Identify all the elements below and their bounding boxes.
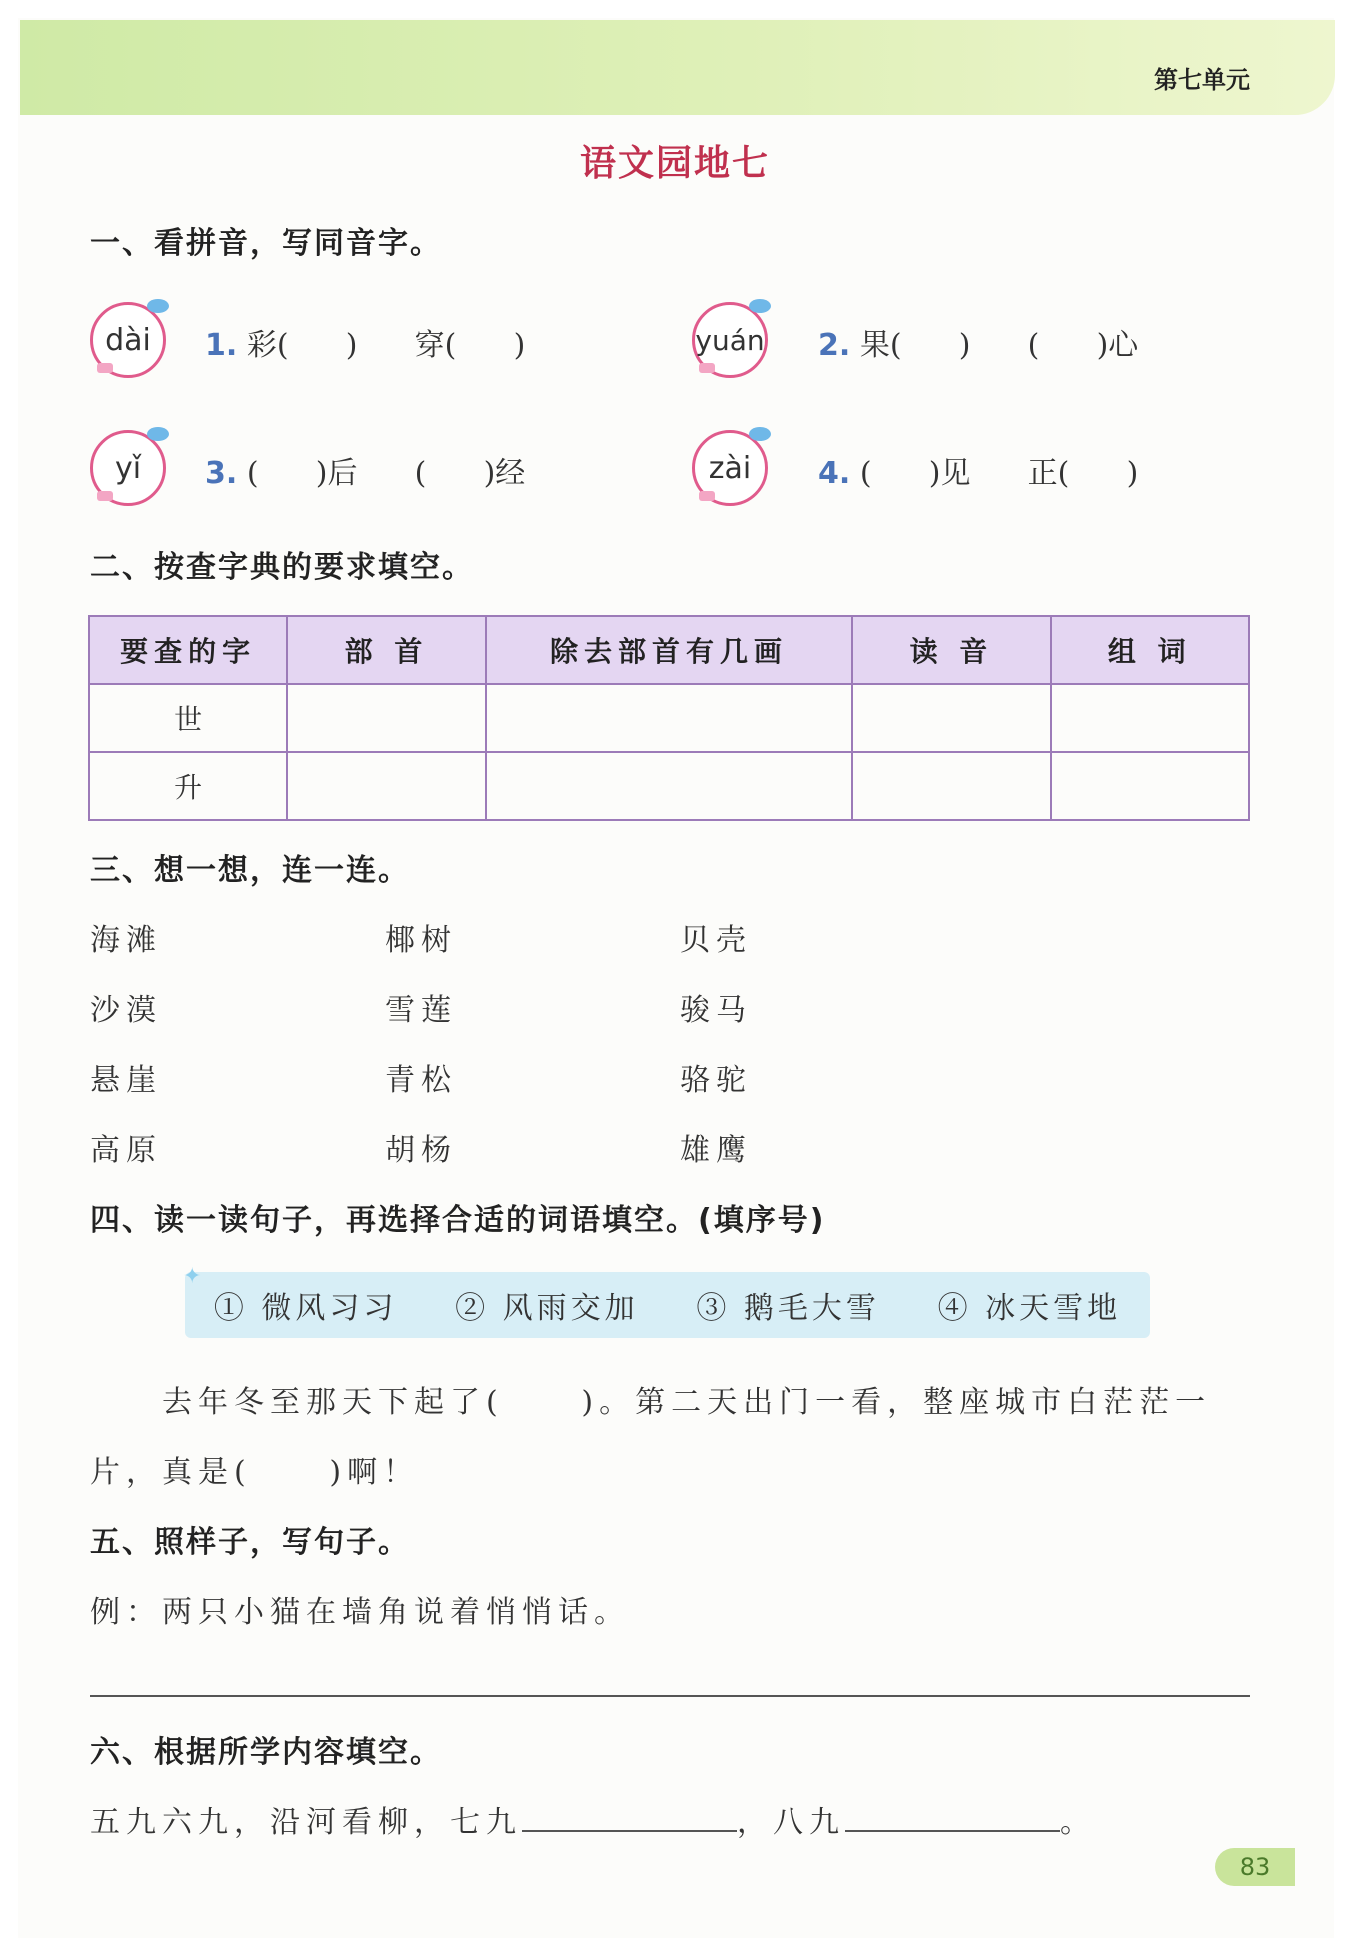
pinyin-bubble-3 xyxy=(90,430,166,506)
item-number: 2. xyxy=(818,328,851,363)
pinyin-text: zài xyxy=(708,450,752,486)
options-box xyxy=(183,1264,1150,1338)
page-number: 83 xyxy=(1215,1848,1295,1886)
section-5-heading: 五、照样子，写句子。 xyxy=(90,1525,410,1560)
table-header: 除去部首有几画 xyxy=(486,616,853,684)
fill-text: 。 xyxy=(1060,1805,1096,1840)
bird-icon xyxy=(749,299,771,313)
match-word[interactable]: 雪莲 xyxy=(385,993,457,1028)
page-background xyxy=(18,18,1334,1938)
fill-sentence xyxy=(90,1797,1096,1841)
item-number: 3. xyxy=(205,456,238,491)
table-cell: 升 xyxy=(89,752,287,820)
table-cell-blank[interactable] xyxy=(852,684,1050,752)
example-sentence: 例：两只小猫在墙角说着悄悄话。 xyxy=(90,1595,630,1630)
option: ① 微风习习 xyxy=(213,1291,398,1326)
table-header: 部 首 xyxy=(287,616,485,684)
table-row xyxy=(89,752,1249,820)
dictionary-table xyxy=(88,615,1250,821)
match-word[interactable]: 雄鹰 xyxy=(680,1133,752,1168)
pinyin-item-1 xyxy=(205,320,525,364)
sentence-line-1: 去年冬至那天下起了( )。第二天出门一看，整座城市白茫茫一 xyxy=(162,1385,1212,1420)
item-number: 1. xyxy=(205,328,238,363)
option: ② 风雨交加 xyxy=(455,1291,639,1326)
fill-blank[interactable] xyxy=(522,1804,737,1832)
table-cell-blank[interactable] xyxy=(852,752,1050,820)
bird-icon xyxy=(147,299,169,313)
table-row xyxy=(89,684,1249,752)
table-cell-blank[interactable] xyxy=(1051,684,1249,752)
sparkle-icon: ✦ xyxy=(183,1264,206,1289)
pinyin-text: yuán xyxy=(695,323,765,357)
pinyin-text: yǐ xyxy=(114,450,142,486)
pinyin-bubble-4 xyxy=(692,430,768,506)
bow-icon xyxy=(97,363,113,373)
option: ④ 冰天雪地 xyxy=(937,1291,1122,1326)
match-word[interactable]: 胡杨 xyxy=(385,1133,457,1168)
item-text: ( )后 ( )经 xyxy=(237,456,526,491)
match-word[interactable]: 高原 xyxy=(90,1133,162,1168)
pinyin-bubble-2 xyxy=(692,302,768,378)
bow-icon xyxy=(699,491,715,501)
section-6-heading: 六、根据所学内容填空。 xyxy=(90,1735,442,1770)
pinyin-item-2 xyxy=(818,320,1138,364)
item-text: 果( ) ( )心 xyxy=(850,328,1139,363)
table-cell-blank[interactable] xyxy=(287,684,485,752)
pinyin-text: dài xyxy=(105,322,151,358)
item-text: ( )见 正( ) xyxy=(850,456,1139,491)
item-number: 4. xyxy=(818,456,851,491)
fill-text: ，八九 xyxy=(737,1805,845,1840)
table-header: 要查的字 xyxy=(89,616,287,684)
item-text: 彩( ) 穿( ) xyxy=(237,328,526,363)
option: ③ 鹅毛大雪 xyxy=(696,1291,880,1326)
table-header: 读 音 xyxy=(852,616,1050,684)
answer-line[interactable] xyxy=(90,1695,1250,1697)
match-word[interactable]: 青松 xyxy=(385,1063,457,1098)
section-3-heading: 三、想一想，连一连。 xyxy=(90,853,410,888)
fill-blank[interactable] xyxy=(845,1804,1060,1832)
pinyin-item-3 xyxy=(205,448,525,492)
section-4-heading: 四、读一读句子，再选择合适的词语填空。(填序号) xyxy=(90,1203,826,1238)
table-cell-blank[interactable] xyxy=(486,684,853,752)
table-cell-blank[interactable] xyxy=(486,752,853,820)
table-header-row xyxy=(89,616,1249,684)
match-word[interactable]: 骏马 xyxy=(680,993,752,1028)
table-cell-blank[interactable] xyxy=(1051,752,1249,820)
match-word[interactable]: 海滩 xyxy=(90,923,162,958)
table-cell: 世 xyxy=(89,684,287,752)
match-word[interactable]: 悬崖 xyxy=(90,1063,162,1098)
match-word[interactable]: 沙漠 xyxy=(90,993,162,1028)
section-2-heading: 二、按查字典的要求填空。 xyxy=(90,550,474,585)
bird-icon xyxy=(147,427,169,441)
match-word[interactable]: 贝壳 xyxy=(680,923,752,958)
unit-label: 第七单元 xyxy=(1154,66,1250,94)
pinyin-item-4 xyxy=(818,448,1138,492)
fill-text: 五九六九，沿河看柳，七九 xyxy=(90,1805,522,1840)
bow-icon xyxy=(97,491,113,501)
pinyin-bubble-1 xyxy=(90,302,166,378)
match-word[interactable]: 椰树 xyxy=(385,923,457,958)
section-1-heading: 一、看拼音，写同音字。 xyxy=(90,226,442,261)
table-header: 组 词 xyxy=(1051,616,1249,684)
match-word[interactable]: 骆驼 xyxy=(680,1063,752,1098)
bow-icon xyxy=(699,363,715,373)
sentence-line-2: 片，真是( )啊！ xyxy=(90,1455,420,1490)
header-band xyxy=(20,20,1335,115)
bird-icon xyxy=(749,427,771,441)
table-cell-blank[interactable] xyxy=(287,752,485,820)
page-title: 语文园地七 xyxy=(579,143,770,184)
